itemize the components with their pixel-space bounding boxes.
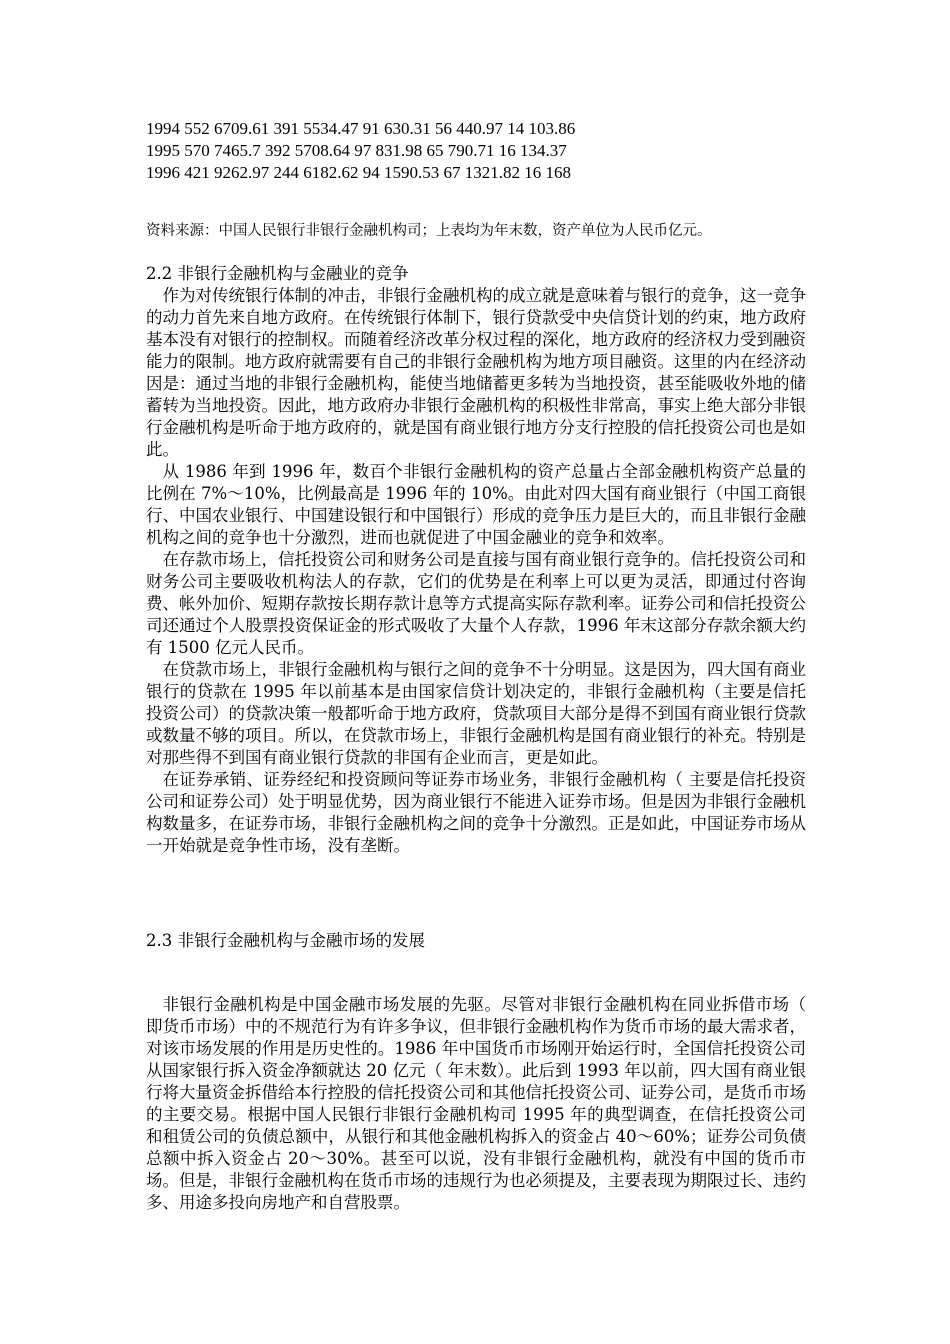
section-heading: 2.2 非银行金融机构与金融业的竞争 (146, 264, 409, 283)
table-row: 1994 552 6709.61 391 5534.47 91 630.31 56 440.97 14 103.86 (146, 119, 576, 138)
table-row: 1996 421 9262.97 244 6182.62 94 1590.53 67 1321.82 16 168 (146, 163, 571, 182)
section-2-2 (146, 263, 806, 857)
source-note: 资料来源：中国人民银行非银行金融机构司；上表均为年末数，资产单位为人民币亿元。 (146, 223, 712, 239)
table-row: 1995 570 7465.7 392 5708.64 97 831.98 65 790.71 16 134.37 (146, 141, 567, 160)
paragraph: 在贷款市场上，非银行金融机构与银行之间的竞争不十分明显。这是因为，四大国有商业银行的贷款在 1995 年以前基本是由国家信贷计划决定的，非银行金融机构（主要是信托投资公司）的贷款决策一般都听命于地方政府，贷款项目大部分是得不到国有商业银行贷款或数量不够的项目。所以，在贷款市场上，非银行金融机构是国有商业银行的补充。特别是对那些得不到国有商业银行贷款的非国有企业而言，更是如此。 (146, 660, 806, 767)
data-table-rows (146, 118, 826, 184)
paragraph: 作为对传统银行体制的冲击，非银行金融机构的成立就是意味着与银行的竞争，这一竞争的动力首先来自地方政府。在传统银行体制下，银行贷款受中央信贷计划的约束，地方政府基本没有对银行的控制权。而随着经济改革分权过程的深化，地方政府的经济权力受到融资能力的限制。地方政府就需要有自己的非银行金融机构为地方项目融资。这里的内在经济动因是：通过当地的非银行金融机构，能使当地储蓄更多转为当地投资，甚至能吸收外地的储蓄转为当地投资。因此，地方政府办非银行金融机构的积极性非常高，事实上绝大部分非银行金融机构是听命于地方政府的，就是国有商业银行地方分支行控股的信托投资公司也是如此。 (146, 286, 806, 459)
paragraph: 非银行金融机构是中国金融市场发展的先驱。尽管对非银行金融机构在同业拆借市场（ 即货币市场）中的不规范行为有许多争议，但非银行金融机构作为货币市场的最大需求者，对该市场发展的作用是历史性的。1986 年中国货币市场刚开始运行时，全国信托投资公司从国家银行拆入资金净额就达 20 亿元（ 年末数）。此后到 1993 年以前，四大国有商业银行将大量资金拆借给本行控股的信托投资公司和其他信托投资公司、证券公司，是货币市场的主要交易。根据中国人民银行非银行金融机构司 1995 年的典型调查，在信托投资公司和租赁公司的负债总额中，从银行和其他金融机构拆入的资金占 40～60%；证券公司负债总额中拆入资金占 20～30%。甚至可以说，没有非银行金融机构，就没有中国的货币市场。但是，非银行金融机构在货币市场的违规行为也必须提及，主要表现为期限过长、违约多、用途多投向房地产和自营股票。 (146, 995, 806, 1212)
section-2-3 (146, 930, 806, 1214)
section-heading: 2.3 非银行金融机构与金融市场的发展 (146, 931, 425, 950)
paragraph: 从 1986 年到 1996 年，数百个非银行金融机构的资产总量占全部金融机构资产总量的比例在 7%～10%，比例最高是 1996 年的 10%。由此对四大国有商业银行（中国工商银行、中国农业银行、中国建设银行和中国银行）形成的竞争压力是巨大的，而且非银行金融机构之间的竞争也十分激烈，进而也就促进了中国金融业的竞争和效率。 (146, 462, 806, 547)
paragraph: 在存款市场上，信托投资公司和财务公司是直接与国有商业银行竞争的。信托投资公司和财务公司主要吸收机构法人的存款，它们的优势是在利率上可以更为灵活，即通过付咨询费、帐外加价、短期存款按长期存款计息等方式提高实际存款利率。证券公司和信托投资公司还通过个人股票投资保证金的形式吸收了大量个人存款，1996 年末这部分存款余额大约有 1500 亿元人民币。 (146, 550, 806, 657)
paragraph: 在证券承销、证券经纪和投资顾问等证券市场业务，非银行金融机构（ 主要是信托投资公司和证券公司）处于明显优势，因为商业银行不能进入证券市场。但是因为非银行金融机构数量多，在证券市场，非银行金融机构之间的竞争十分激烈。正是如此，中国证券市场从一开始就是竞争性市场，没有垄断。 (146, 770, 806, 855)
